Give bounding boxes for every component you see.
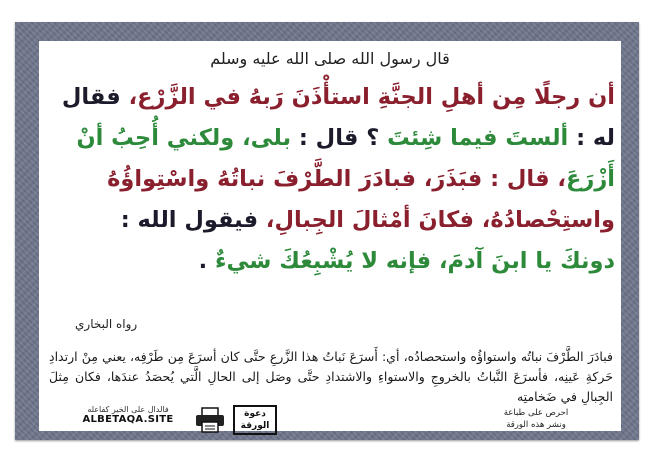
hadith-line2-part1: له :	[568, 125, 615, 151]
hadith-line5-part1: دونكَ يا ابنَ آدمَ، فإنه لا يُشْبِعُكَ شيءٌ	[215, 248, 615, 274]
hadith-line4-part1: واستِحْصادُهُ، فكانَ أمْثالَ الجِبالِ،	[258, 207, 615, 233]
footer-print-line2: ونشر هذه الورقة	[506, 420, 566, 430]
hadith-line2-part3: ؟ قال :	[291, 125, 388, 151]
footer	[69, 405, 591, 435]
printer-icon	[194, 407, 226, 433]
hadith-line1-part2: فقال	[61, 84, 121, 110]
hadith-text	[45, 77, 615, 282]
footer-saying: فالدال على الخير كفاعله	[87, 405, 169, 414]
header-title: قال رسول الله صلى الله عليه وسلم	[210, 49, 450, 68]
hadith-line2-part4: بلى، ولكني أُحِبُ أنْ	[76, 125, 292, 151]
footer-site-link[interactable]: ALBETAQA.SITE	[82, 414, 174, 425]
footer-website-block	[69, 405, 187, 425]
footer-print-note	[481, 407, 591, 431]
hadith-line4-part2: فيقول الله :	[120, 207, 259, 233]
explanation-text: فبادَرَ الطَّرْفَ نباتُه واستواؤُه واستحصادُه، أي: أَسرَعَ نَباتُ هذا الزَّرعِ حتَّى كان أسرَعَ مِن طَرْفِه، يعني مِنْ ارتدادِ حَركةِ عَينِه، فأسرَعَ النَّباتُ بالخروجِ والاستواءِ والاشتدادِ حتَّى وصَل إلى الحالِ الَّتي يُحصَدُ عندَها، فكان مِثلَ الجِبالِ في ضَخامتِه	[49, 349, 613, 404]
hadith-line2-part2: ألستَ فيما شِئتَ	[387, 125, 569, 151]
narrator-attribution: رواه البخاري	[75, 317, 138, 331]
hadith-card	[39, 41, 621, 431]
hadith-line1-part1: أن رجلًا مِن أهلِ الجنَّةِ استأْذَنَ رَبهُ في الزَّرْع،	[120, 84, 615, 110]
hadith-line3-part2: ، قال : فبَذَرَ، فبادَرَ الطَّرْفَ نباتُهُ واسْتِواؤُهُ	[107, 166, 566, 192]
hadith-line5-part2: .	[198, 248, 216, 274]
hadith-line3-part1: أَزْرَعَ	[566, 166, 615, 192]
footer-print-line1: احرص على طباعة	[503, 408, 569, 418]
brand-logo: دعوة الورقة	[233, 405, 277, 435]
